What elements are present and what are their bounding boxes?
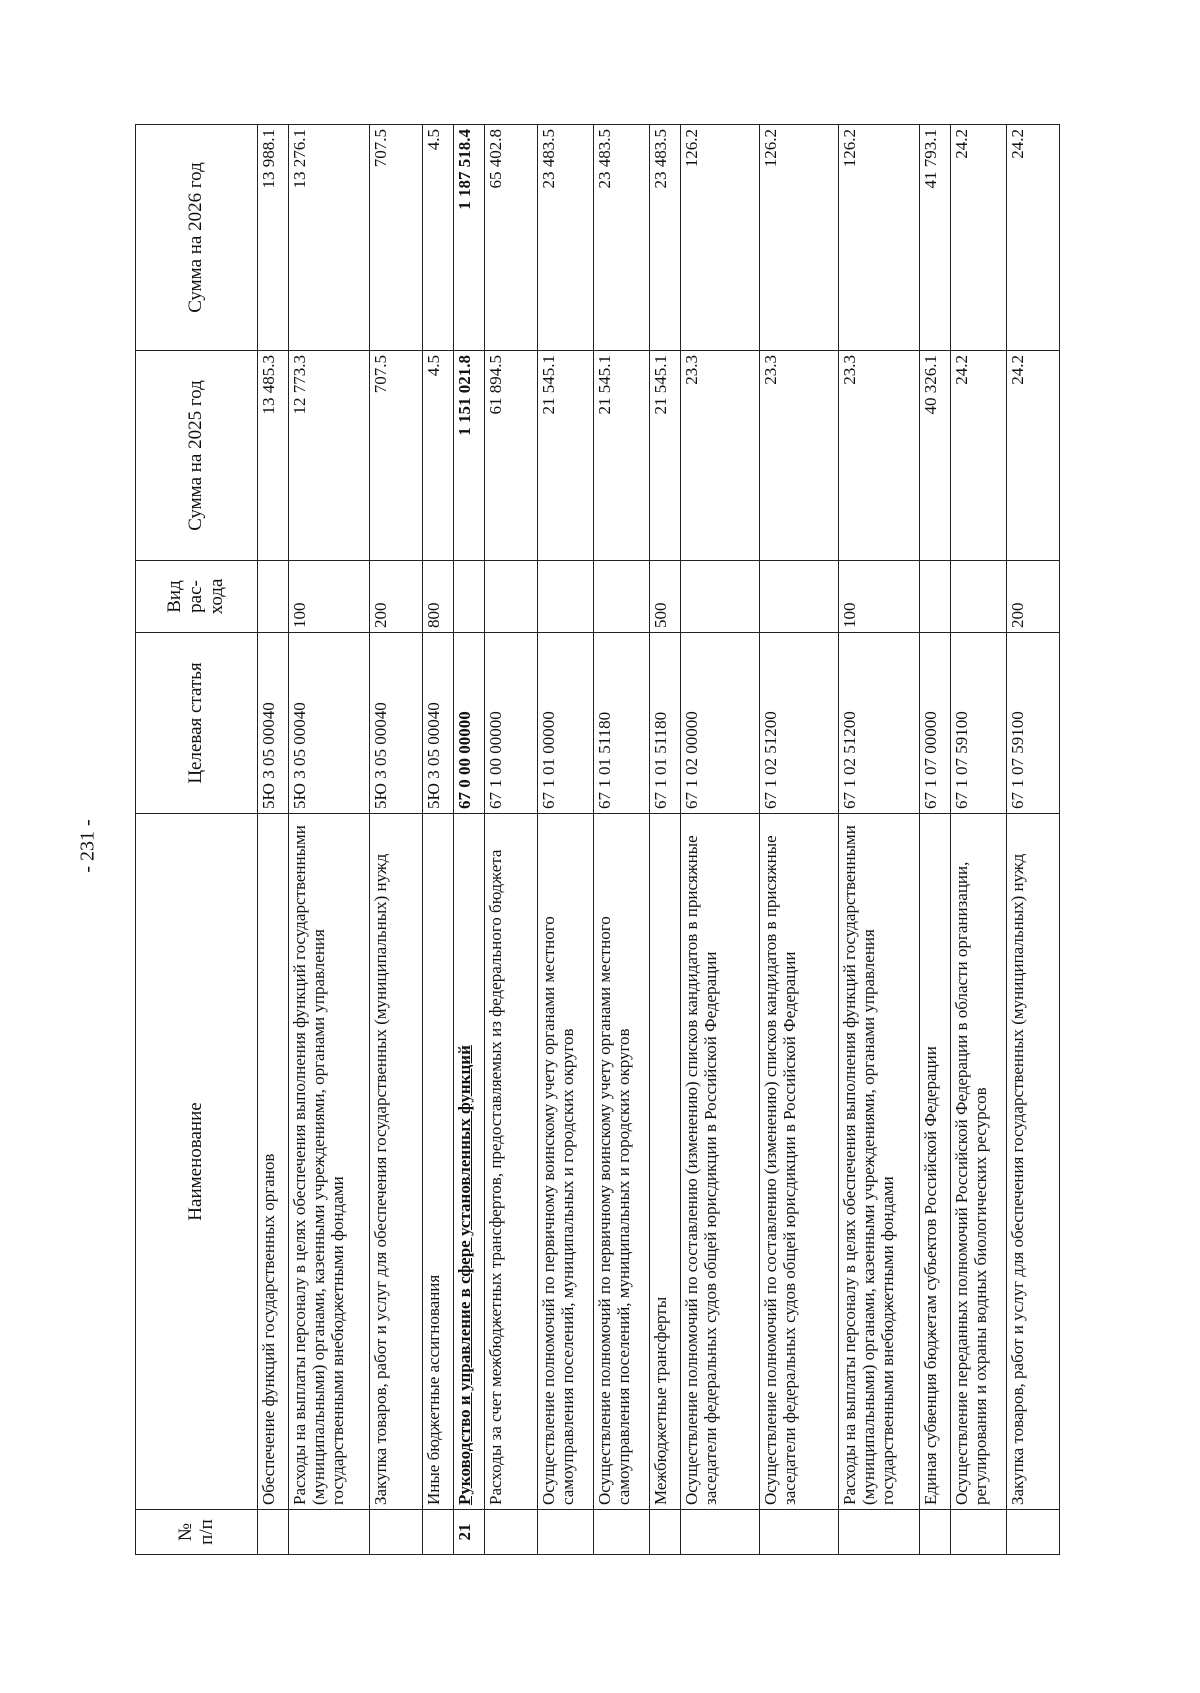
cell-no — [289, 1510, 370, 1555]
cell-name: Межбюджетные трансферты — [649, 814, 680, 1510]
cell-type — [760, 561, 839, 633]
cell-sum-2026: 23 483.5 — [593, 125, 649, 351]
cell-sum-2025: 40 326.1 — [919, 351, 950, 561]
cell-target: 67 0 00 00000 — [453, 633, 484, 814]
cell-sum-2025: 12 773.3 — [289, 351, 370, 561]
header-row — [136, 125, 258, 1555]
cell-sum-2025: 23.3 — [680, 351, 759, 561]
cell-no — [680, 1510, 759, 1555]
table-row — [649, 125, 680, 1555]
cell-sum-2025: 21 545.1 — [593, 351, 649, 561]
rotated-page — [135, 125, 1060, 1555]
cell-name: Обеспечение функций государственных органов — [258, 814, 289, 1510]
cell-target: 67 1 07 00000 — [919, 633, 950, 814]
cell-name: Расходы на выплаты персоналу в целях обеспечения выполнения функций государственными (муниципальными) органами, казенными учреждениями, органами управления государственными внебюджетными фондами — [839, 814, 920, 1510]
cell-sum-2026: 126.2 — [680, 125, 759, 351]
cell-sum-2026: 23 483.5 — [537, 125, 593, 351]
cell-target: 5Ю 3 05 00040 — [289, 633, 370, 814]
cell-sum-2026: 13 276.1 — [289, 125, 370, 351]
cell-sum-2025: 707.5 — [369, 351, 422, 561]
cell-no — [422, 1510, 453, 1555]
cell-sum-2025: 23.3 — [839, 351, 920, 561]
header-target: Целевая статья — [136, 633, 258, 814]
table-row — [369, 125, 422, 1555]
cell-name: Расходы на выплаты персоналу в целях обеспечения выполнения функций государственными (муниципальными) органами, казенными учреждениями, органами управления государственными внебюджетными фондами — [289, 814, 370, 1510]
cell-no — [537, 1510, 593, 1555]
table-row — [839, 125, 920, 1555]
cell-name: Осуществление полномочий по первичному воинскому учету органами местного самоуправления поселений, муниципальных и городских округов — [537, 814, 593, 1510]
table-row — [485, 125, 538, 1555]
cell-sum-2025: 23.3 — [760, 351, 839, 561]
table-row — [919, 125, 950, 1555]
cell-name: Осуществление полномочий по составлению (изменению) списков кандидатов в присяжные заседатели федеральных судов общей юрисдикции в Российской Федерации — [760, 814, 839, 1510]
cell-type: 500 — [649, 561, 680, 633]
cell-name: Единая субвенция бюджетам субъектов Российской Федерации — [919, 814, 950, 1510]
cell-target: 67 1 07 59100 — [1007, 633, 1060, 814]
cell-sum-2025: 24.2 — [951, 351, 1007, 561]
table-row — [951, 125, 1007, 1555]
cell-sum-2026: 24.2 — [1007, 125, 1060, 351]
cell-name: Осуществление полномочий по первичному воинскому учету органами местного самоуправления поселений, муниципальных и городских округов — [593, 814, 649, 1510]
cell-type: 100 — [839, 561, 920, 633]
cell-sum-2026: 4.5 — [422, 125, 453, 351]
cell-no — [760, 1510, 839, 1555]
cell-target: 67 1 02 51200 — [760, 633, 839, 814]
cell-sum-2025: 13 485.3 — [258, 351, 289, 561]
cell-sum-2026: 1 187 518.4 — [453, 125, 484, 351]
cell-sum-2025: 24.2 — [1007, 351, 1060, 561]
cell-no: 21 — [453, 1510, 484, 1555]
cell-no — [951, 1510, 1007, 1555]
cell-type — [951, 561, 1007, 633]
table-row — [1007, 125, 1060, 1555]
cell-target: 67 1 01 51180 — [649, 633, 680, 814]
cell-sum-2025: 61 894.5 — [485, 351, 538, 561]
cell-type — [537, 561, 593, 633]
cell-sum-2025: 21 545.1 — [649, 351, 680, 561]
table-row — [680, 125, 759, 1555]
cell-no — [485, 1510, 538, 1555]
cell-type: 100 — [289, 561, 370, 633]
header-sum-2026: Сумма на 2026 год — [136, 125, 258, 351]
cell-no — [369, 1510, 422, 1555]
cell-no — [593, 1510, 649, 1555]
cell-sum-2025: 4.5 — [422, 351, 453, 561]
cell-name: Руководство и управление в сфере установленных функций — [453, 814, 484, 1510]
cell-target: 67 1 07 59100 — [951, 633, 1007, 814]
cell-name: Осуществление переданных полномочий Российской Федерации в области организации, регулирования и охраны водных биологических ресурсов — [951, 814, 1007, 1510]
budget-table — [135, 124, 1060, 1555]
cell-name: Осуществление полномочий по составлению (изменению) списков кандидатов в присяжные заседатели федеральных судов общей юрисдикции в Российской Федерации — [680, 814, 759, 1510]
cell-type — [919, 561, 950, 633]
table-row — [289, 125, 370, 1555]
table-row — [760, 125, 839, 1555]
header-sum-2025: Сумма на 2025 год — [136, 351, 258, 561]
cell-target: 67 1 00 00000 — [485, 633, 538, 814]
cell-target: 67 1 02 51200 — [839, 633, 920, 814]
table-row — [422, 125, 453, 1555]
cell-type — [593, 561, 649, 633]
table-row — [537, 125, 593, 1555]
cell-target: 67 1 02 00000 — [680, 633, 759, 814]
table-row-section — [453, 125, 484, 1555]
cell-type — [453, 561, 484, 633]
cell-target: 5Ю 3 05 00040 — [258, 633, 289, 814]
cell-target: 5Ю 3 05 00040 — [422, 633, 453, 814]
cell-sum-2025: 1 151 021.8 — [453, 351, 484, 561]
cell-sum-2026: 65 402.8 — [485, 125, 538, 351]
cell-sum-2026: 707.5 — [369, 125, 422, 351]
cell-sum-2026: 41 793.1 — [919, 125, 950, 351]
cell-type: 800 — [422, 561, 453, 633]
cell-target: 5Ю 3 05 00040 — [369, 633, 422, 814]
cell-type: 200 — [1007, 561, 1060, 633]
cell-type — [258, 561, 289, 633]
header-name: Наименование — [136, 814, 258, 1510]
cell-no — [839, 1510, 920, 1555]
cell-target: 67 1 01 00000 — [537, 633, 593, 814]
header-no: № п/п — [136, 1510, 258, 1555]
cell-no — [1007, 1510, 1060, 1555]
cell-name: Иные бюджетные ассигнования — [422, 814, 453, 1510]
cell-sum-2026: 24.2 — [951, 125, 1007, 351]
cell-name: Закупка товаров, работ и услуг для обеспечения государственных (муниципальных) нужд — [1007, 814, 1060, 1510]
cell-sum-2026: 13 988.1 — [258, 125, 289, 351]
cell-no — [258, 1510, 289, 1555]
page-number: - 231 - — [76, 819, 99, 873]
cell-name: Закупка товаров, работ и услуг для обеспечения государственных (муниципальных) нужд — [369, 814, 422, 1510]
cell-no — [649, 1510, 680, 1555]
cell-type — [680, 561, 759, 633]
cell-sum-2026: 126.2 — [760, 125, 839, 351]
cell-type — [485, 561, 538, 633]
cell-sum-2025: 21 545.1 — [537, 351, 593, 561]
header-type: Вид рас- хода — [136, 561, 258, 633]
table-row — [593, 125, 649, 1555]
cell-name: Расходы за счет межбюджетных трансфертов, предоставляемых из федерального бюджета — [485, 814, 538, 1510]
cell-no — [919, 1510, 950, 1555]
cell-sum-2026: 126.2 — [839, 125, 920, 351]
cell-target: 67 1 01 51180 — [593, 633, 649, 814]
cell-type: 200 — [369, 561, 422, 633]
cell-sum-2026: 23 483.5 — [649, 125, 680, 351]
table-row — [258, 125, 289, 1555]
